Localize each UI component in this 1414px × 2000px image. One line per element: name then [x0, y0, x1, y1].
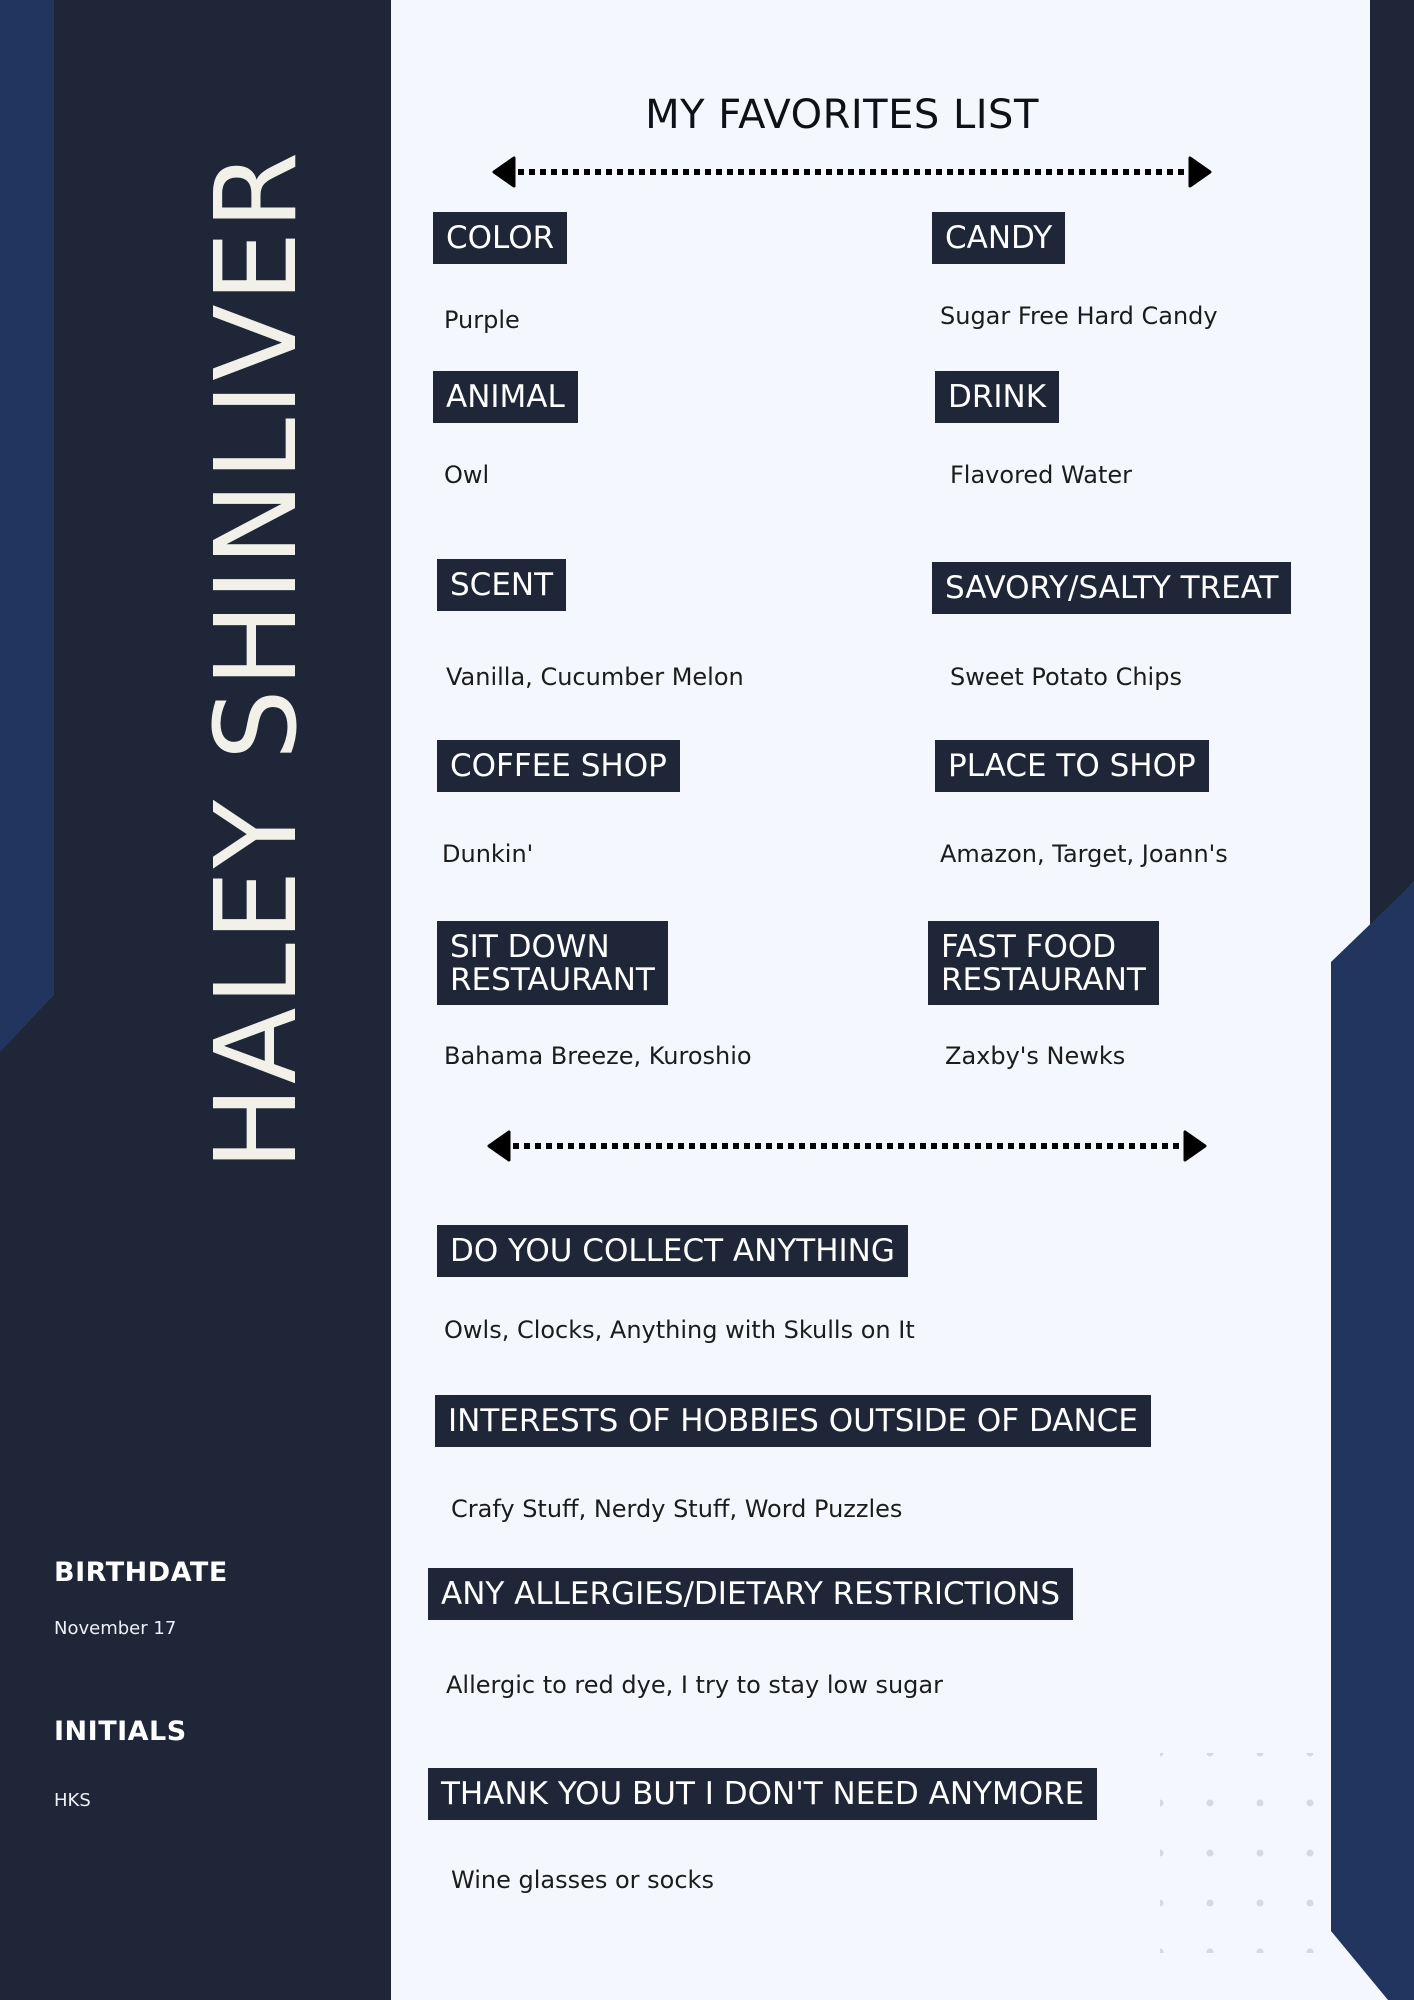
place-to-shop-label: PLACE TO SHOP	[935, 740, 1209, 792]
color-label: COLOR	[433, 212, 567, 264]
drink-label: DRINK	[935, 371, 1059, 423]
dont-need-label: THANK YOU BUT I DON'T NEED ANYMORE	[428, 1768, 1097, 1820]
fast-food-restaurant-value: Zaxby's Newks	[945, 1042, 1126, 1070]
fast-food-restaurant-label	[928, 921, 1159, 1005]
scent-value: Vanilla, Cucumber Melon	[446, 663, 744, 691]
birthdate-label: BIRTHDATE	[54, 1557, 228, 1588]
fast-food-label-line2: RESTAURANT	[941, 961, 1146, 998]
double-arrow-divider-icon	[487, 1128, 1207, 1164]
savory-treat-label: SAVORY/SALTY TREAT	[932, 562, 1291, 614]
birthdate-value: November 17	[54, 1618, 177, 1639]
right-dark-strip	[1370, 0, 1414, 926]
sidebar-accent-strip	[0, 0, 54, 1052]
drink-value: Flavored Water	[950, 461, 1132, 489]
sit-down-label-line2: RESTAURANT	[450, 961, 655, 998]
hobbies-label: INTERESTS OF HOBBIES OUTSIDE OF DANCE	[435, 1395, 1151, 1447]
scent-label: SCENT	[437, 559, 566, 611]
savory-treat-value: Sweet Potato Chips	[950, 663, 1182, 691]
allergies-value: Allergic to red dye, I try to stay low sugar	[446, 1671, 943, 1699]
animal-value: Owl	[444, 461, 490, 489]
color-value: Purple	[444, 306, 520, 334]
collect-value: Owls, Clocks, Anything with Skulls on It	[444, 1316, 915, 1344]
person-name: HALEY SHINLIVER	[192, 149, 322, 1171]
fast-food-label-line1: FAST FOOD	[941, 929, 1117, 965]
coffee-shop-value: Dunkin'	[442, 840, 534, 868]
right-accent-strip	[1331, 882, 1414, 2000]
candy-label: CANDY	[932, 212, 1065, 264]
double-arrow-divider-icon	[492, 154, 1212, 190]
dont-need-value: Wine glasses or socks	[451, 1866, 714, 1894]
hobbies-value: Crafy Stuff, Nerdy Stuff, Word Puzzles	[451, 1495, 903, 1523]
initials-value: HKS	[54, 1790, 91, 1811]
sit-down-restaurant-value: Bahama Breeze, Kuroshio	[444, 1042, 752, 1070]
initials-label: INITIALS	[54, 1716, 187, 1747]
collect-label: DO YOU COLLECT ANYTHING	[437, 1225, 908, 1277]
allergies-label: ANY ALLERGIES/DIETARY RESTRICTIONS	[428, 1568, 1073, 1620]
sit-down-label-line1: SIT DOWN	[450, 929, 610, 965]
dot-grid-pattern	[1160, 1753, 1320, 1953]
candy-value: Sugar Free Hard Candy	[940, 302, 1218, 330]
sit-down-restaurant-label	[437, 921, 668, 1005]
animal-label: ANIMAL	[433, 371, 578, 423]
place-to-shop-value: Amazon, Target, Joann's	[940, 840, 1228, 868]
page-title: MY FAVORITES LIST	[645, 92, 1039, 138]
coffee-shop-label: COFFEE SHOP	[437, 740, 680, 792]
